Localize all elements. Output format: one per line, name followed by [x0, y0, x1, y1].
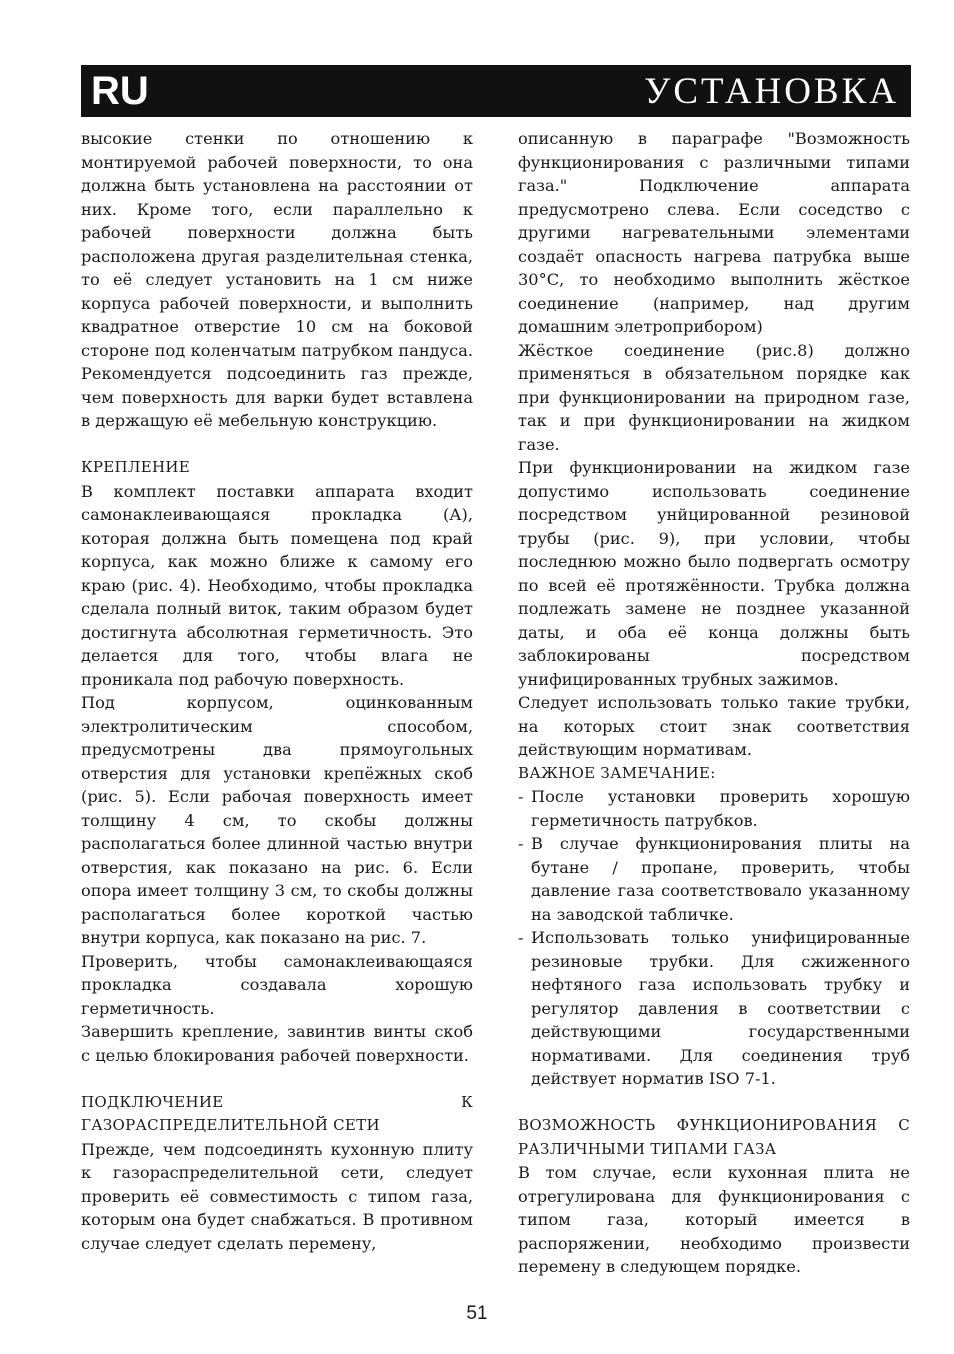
fixing-paragraph: Проверить, чтобы самонаклеивающаяся прокладка создавала хорошую герметичность. [81, 951, 473, 1018]
page-number: 51 [466, 1303, 488, 1324]
gas-types-paragraph: В том случае, если кухонная плита не отрегулирована для функционирования с типом газа, который имеется в распоряжении, необходимо произвести перемену в следующем порядке. [518, 1163, 910, 1276]
language-code: RU [91, 69, 149, 113]
gas-connection-heading: ПОДКЛЮЧЕНИЕ К ГАЗОРАСПРЕДЕЛИТЕЛЬНОЙ СЕТИ [81, 1092, 473, 1134]
spacer [518, 1091, 910, 1115]
intro-paragraph: высокие стенки по отношению к монтируемой рабочей поверхности, то она должна быть установлена на расстоянии от них. Кроме того, если параллельно к рабочей поверхности должна быть расположена другая разделительная стенка, то её следует установить на 1 см ниже корпуса рабочей поверхности, и выполнить квадратное отверстие 10 см на боковой стороне под коленчатым патрубком пандуса. Рекомендуется подсоединить газ прежде, чем поверхность для варки будет вставлена в держащую её мебельную конструкцию. [81, 129, 473, 430]
section-title: УСТАНОВКА [644, 71, 899, 112]
spacer [81, 433, 473, 457]
fixing-paragraph: В комплект поставки аппарата входит самонаклеивающаяся прокладка (А), которая должна быть помещена под край корпуса, как можно ближе к самому его краю (рис. 4). Необходимо, чтобы прокладка сделала полный виток, таким образом будет достигнута абсолютная герметичность. Это делается для того, чтобы влага не проникала под рабочую поверхность. [81, 481, 473, 689]
page-header [81, 65, 911, 117]
connection-paragraph: При функционировании на жидком газе допустимо использовать соединение посредством унйцированной резиновой трубы (рис. 9), при условии, чтобы последнюю можно было подвергать осмотру по всей её протяжённости. Трубка должна подлежать замене не позднее указанной даты, и оба её конца должны быть заблокированы посредством унифицированных трубных зажимов. [518, 458, 910, 689]
list-item: - После установки проверить хорошую герметичность патрубков. [518, 785, 910, 832]
gas-connection-paragraph: Прежде, чем подсоединять кухонную плиту к газораспределительной сети, следует проверить её совместимость с типом газа, которым она будет снабжаться. В противном случае следует сделать перемену, [81, 1139, 473, 1253]
list-item: - В случае функционирования плиты на бутане / пропане, проверить, чтобы давление газа соответствовало указанному на заводской табличке. [518, 832, 910, 926]
fixing-heading: КРЕПЛЕНИЕ [81, 458, 191, 476]
fixing-paragraph: Завершить крепление, завинтив винты скоб с целью блокирования рабочей поверхности. [81, 1022, 473, 1065]
connection-paragraph: Следует использовать только такие трубки, на которых стоит знак соответствия действующим нормативам. [518, 693, 910, 759]
important-note-list [518, 785, 910, 1091]
list-item: - Использовать только унифицированные резиновые трубки. Для сжиженного нефтяного газа использовать трубку и регулятор давления в соответствии с действующими государственными нормативами. Для соединения труб действует норматив ISO 7-1. [518, 926, 910, 1091]
left-column [81, 127, 473, 1255]
connection-paragraph: описанную в параграфе "Возможность функционирования с различными типами газа." Подключение аппарата предусмотрено слева. Если соседство с другими нагревательными элементами создаёт опасность нагрева патрубка выше 30°С, то необходимо выполнить жёсткое соединение (например, над другим домашним элетроприбором) [518, 129, 910, 336]
spacer [81, 1067, 473, 1091]
important-note-heading: ВАЖНОЕ ЗАМЕЧАНИЕ: [518, 763, 716, 782]
gas-types-heading: ВОЗМОЖНОСТЬ ФУНКЦИОНИРОВАНИЯ С РАЗЛИЧНЫМИ ТИПАМИ ГАЗА [518, 1116, 910, 1158]
fixing-paragraph: Под корпусом, оцинкованным электролитическим способом, предусмотрены два прямоугольных отверстия для установки крепёжных скоб (рис. 5). Если рабочая поверхность имеет толщину 4 см, то скобы должны располагаться более длинной частью внутри отверстия, как показано на рис. 6. Если опора имеет толщину 3 см, то скобы должны располагаться более короткой частью внутри корпуса, как показано на рис. 7. [81, 693, 473, 947]
connection-paragraph: Жёсткое соединение (рис.8) должно применяться в обязательном порядке как при функционировании на природном газе, так и при функционировании на жидком газе. [518, 340, 910, 454]
right-column [518, 127, 910, 1279]
